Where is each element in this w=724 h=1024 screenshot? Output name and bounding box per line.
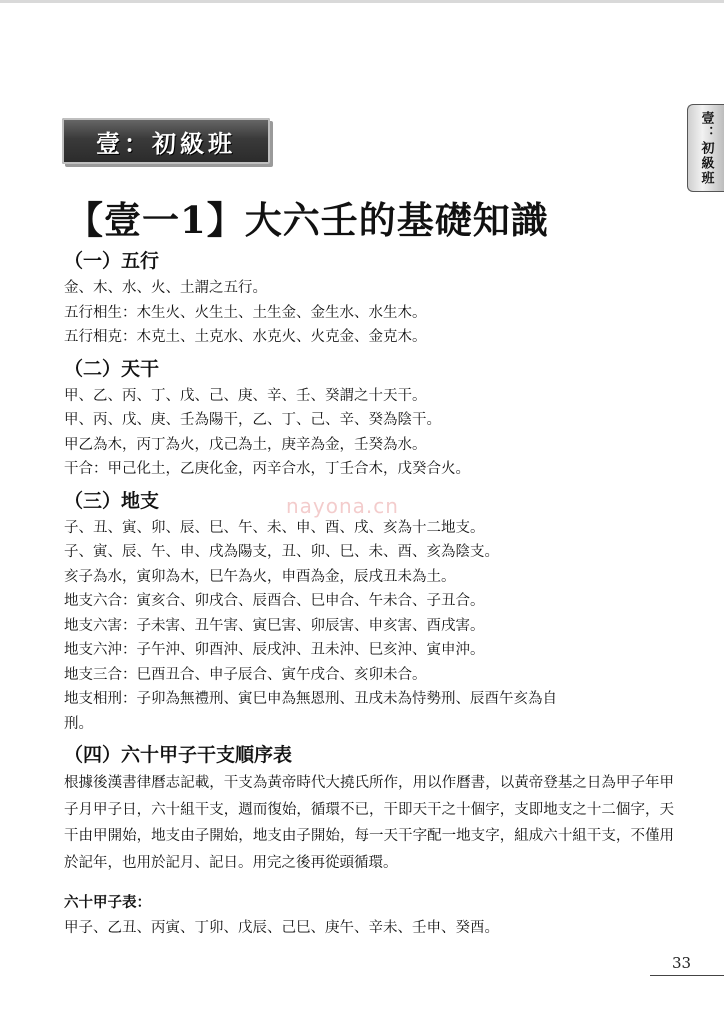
top-rule xyxy=(0,0,724,3)
text-line: 子、丑、寅、卯、辰、巳、午、未、申、酉、戌、亥為十二地支。 xyxy=(64,519,485,536)
section-heading-tiangan: （二）天干 xyxy=(64,357,160,380)
text-line: 甲乙為木，丙丁為火，戊己為土，庚辛為金，壬癸為水。 xyxy=(64,436,427,453)
text-line: 子、寅、辰、午、申、戌為陽支，丑、卯、巳、未、酉、亥為陰支。 xyxy=(64,544,499,560)
text-line: 地支相刑：子卯為無禮刑、寅巳申為無恩刑、丑戌未為恃勢刑、辰酉午亥為自 xyxy=(64,691,557,707)
side-tab-label: 壹：初級班 xyxy=(698,110,714,186)
footer-rule xyxy=(650,975,724,976)
text-line: 五行相克：木克土、土克水、水克火、火克金、金克木。 xyxy=(64,329,427,345)
page-number: 33 xyxy=(672,954,692,972)
body-paragraph: 根據後漢書律曆志記載，干支為黃帝時代大撓氏所作，用以作曆書，以黃帝登基之日為甲子年甲子月甲子日，六十組干支，週而復始，循環不已，干即天干之十個字，支即地支之十二個字，天干由甲開始，地支由子開始，地支由子開始，每一天干字配一地支字，組成六十組干支，不僅用於記年，也用於記月、記日。用完之後再從頭循環。 xyxy=(64,775,674,871)
jiazi-table-line: 甲子、乙丑、丙寅、丁卯、戊辰、己巳、庚午、辛未、壬申、癸酉。 xyxy=(64,920,499,936)
text-line: 刑。 xyxy=(64,715,93,732)
text-line: 地支六害：子未害、丑午害、寅巳害、卯辰害、申亥害、酉戌害。 xyxy=(64,617,485,634)
page-title: 【壹一1】大六壬的基礎知識 xyxy=(66,198,549,242)
text-line: 金、木、水、火、土謂之五行。 xyxy=(64,280,267,296)
chapter-side-tab xyxy=(687,104,724,192)
text-line: 五行相生：木生火、火生土、土生金、金生水、水生木。 xyxy=(64,304,427,321)
content-body xyxy=(64,246,674,941)
text-line: 地支六沖：子午沖、卯酉沖、辰戌沖、丑未沖、巳亥沖、寅申沖。 xyxy=(64,642,485,658)
watermark: nayona.cn xyxy=(286,494,399,518)
chapter-banner xyxy=(62,118,270,164)
text-line: 甲、丙、戊、庚、壬為陽干，乙、丁、己、辛、癸為陰干。 xyxy=(64,412,441,428)
table-label: 六十甲子表： xyxy=(64,895,151,911)
chapter-banner-label: 壹：初級班 xyxy=(96,129,236,158)
section-heading-wuxing: （一）五行 xyxy=(64,250,160,272)
section-heading-jiazi: （四）六十甲子干支順序表 xyxy=(64,744,293,766)
text-line: 地支六合：寅亥合、卯戌合、辰酉合、巳申合、午未合、子丑合。 xyxy=(64,593,485,609)
text-line: 地支三合：巳酉丑合、申子辰合、寅午戌合、亥卯未合。 xyxy=(64,666,427,683)
section-heading-dizhi: （三）地支 xyxy=(64,489,160,512)
text-line: 甲、乙、丙、丁、戊、己、庚、辛、壬、癸謂之十天干。 xyxy=(64,387,427,404)
text-line: 亥子為水，寅卯為木，巳午為火，申酉為金，辰戌丑未為土。 xyxy=(64,568,456,585)
text-line: 干合：甲己化土，乙庚化金，丙辛合水，丁壬合木，戊癸合火。 xyxy=(64,461,470,477)
